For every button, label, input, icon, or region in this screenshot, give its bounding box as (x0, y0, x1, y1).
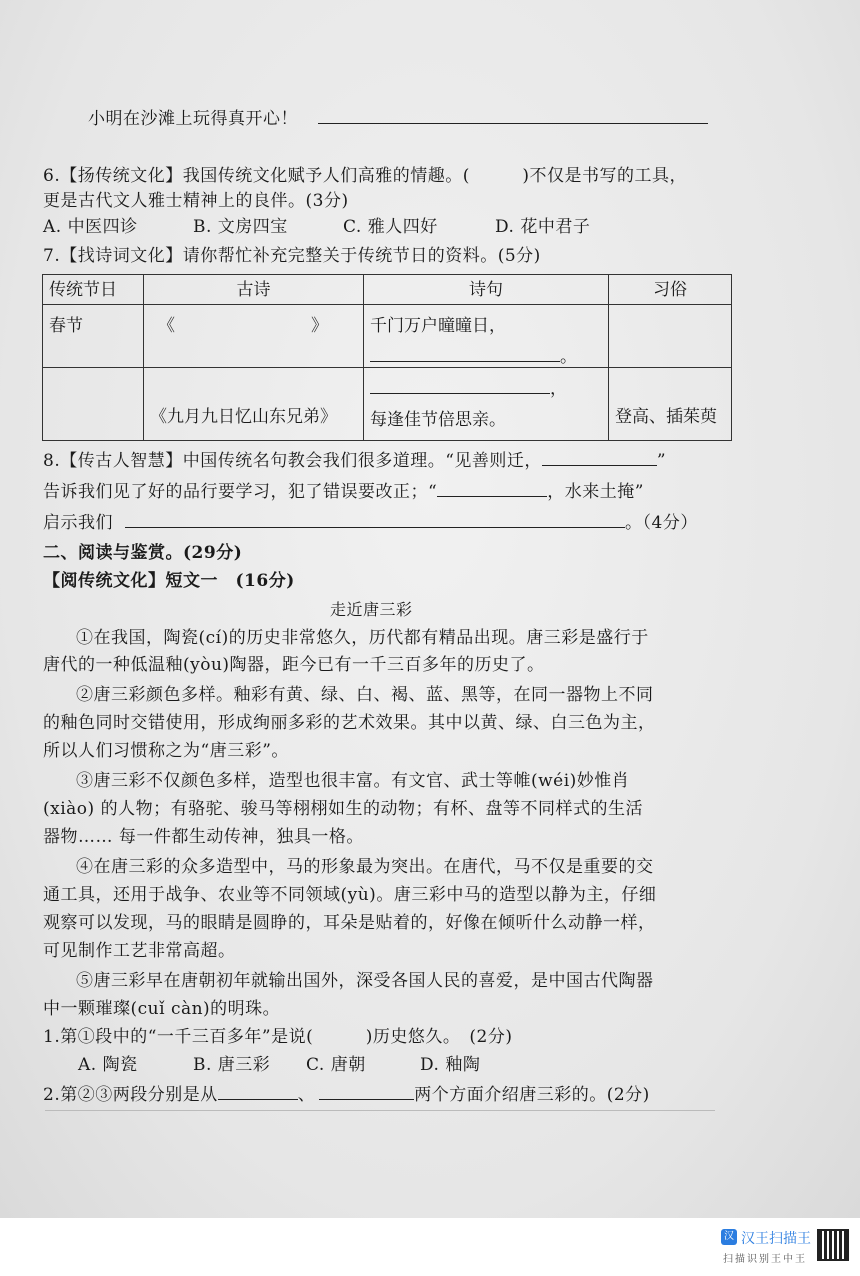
header-custom: 习俗 (609, 275, 732, 305)
reading-q2-stem: 2.第②③两段分别是从 、 两个方面介绍唐三彩的。(2分) (43, 1085, 650, 1105)
answer-blank (125, 511, 625, 528)
paragraph-line: 中一颗璀璨(cuǐ càn)的明珠。 (43, 999, 281, 1019)
paragraph-line: ③唐三彩不仅颜色多样，造型也很丰富。有文官、武士等帷(wéi)妙惟肖 (76, 771, 630, 791)
q6-option-c: C. 雅人四好 (343, 217, 438, 237)
scanner-slogan: 扫描识别王中王 (723, 1254, 807, 1265)
verse-punct: 。 (560, 347, 577, 367)
q8-line2: 告诉我们见了好的品行要学习，犯了错误要改正；“ ，水来土掩” (43, 482, 644, 502)
paragraph-line: 的釉色同时交错使用，形成绚丽多彩的艺术效果。其中以黄、绿、白三色为主， (43, 713, 656, 733)
cell-verse (364, 305, 609, 368)
reading-q1-stem: 1.第①段中的“一千三百多年”是说( )历史悠久。 (2分) (43, 1027, 513, 1047)
cell-festival-blank (43, 368, 144, 441)
paragraph-line: 唐代的一种低温釉(yòu)陶器，距今已有一千三百多年的历史了。 (43, 655, 545, 675)
header-festival: 传统节日 (43, 275, 144, 305)
table-row (43, 305, 732, 368)
section-heading: 二、阅读与鉴赏。(29分) (43, 543, 243, 563)
cell-custom (609, 305, 732, 368)
scanner-footer (0, 1218, 860, 1276)
verse-line: 千门万户曈曈日， (370, 316, 506, 336)
answer-blank (218, 1083, 298, 1100)
scanner-app-name: 汉王扫描王 (741, 1231, 811, 1247)
qr-code-icon (817, 1229, 849, 1261)
reading-q1-option-d: D. 釉陶 (420, 1055, 481, 1075)
header-poem: 古诗 (144, 275, 364, 305)
paragraph-line: ①在我国，陶瓷(cí)的历史非常悠久，历代都有精品出现。唐三彩是盛行于 (76, 628, 649, 648)
answer-blank (542, 449, 657, 466)
passage-heading: 【阅传统文化】短文一 (16分) (43, 571, 295, 591)
paragraph-line: 观察可以发现，马的眼睛是圆睁的，耳朵是贴着的，好像在倾听什么动静一样， (43, 913, 656, 933)
q6-option-d: D. 花中君子 (495, 217, 591, 237)
paragraph-line: ⑤唐三彩早在唐朝初年就输出国外，深受各国人民的喜爱，是中国古代陶器 (76, 971, 654, 991)
page-divider (45, 1110, 715, 1111)
article-title: 走近唐三彩 (330, 600, 413, 619)
verse-line: 每逢佳节倍思亲。 (370, 410, 506, 430)
table-header-row (43, 275, 732, 305)
paragraph-line: 可见制作工艺非常高超。 (43, 941, 236, 961)
table-row (43, 368, 732, 441)
paragraph-line: (xiào) 的人物；有骆驼、骏马等栩栩如生的动物；有杯、盘等不同样式的生活 (43, 799, 644, 819)
q6-option-a: A. 中医四诊 (43, 217, 138, 237)
answer-blank (437, 480, 547, 497)
reading-q1-option-b: B. 唐三彩 (193, 1055, 271, 1075)
q5-sentence: 小明在沙滩上玩得真开心！ (88, 104, 708, 129)
paragraph-line: 器物…… 每一件都生动传神，独具一格。 (43, 827, 364, 847)
reading-q1-option-c: C. 唐朝 (306, 1055, 366, 1075)
answer-blank (319, 1083, 414, 1100)
reading-q1-option-a: A. 陶瓷 (78, 1055, 138, 1075)
q6-stem-line2: 更是古代文人雅士精神上的良伴。(3分) (43, 191, 349, 211)
cell-custom: 登高、插茱萸 (609, 368, 732, 441)
paragraph-line: 所以人们习惯称之为“唐三彩”。 (43, 741, 289, 761)
cell-poem: 《九月九日忆山东兄弟》 (144, 368, 364, 441)
paragraph-line: ②唐三彩颜色多样。釉彩有黄、绿、白、褐、蓝、黑等，在同一器物上不同 (76, 685, 654, 705)
paragraph-line: 通工具，还用于战争、农业等不同领域(yù)。唐三彩中马的造型以静为主，仔细 (43, 885, 657, 905)
q8-line1: 8.【传古人智慧】中国传统名句教会我们很多道理。“见善则迁， ” (43, 451, 667, 471)
header-verse: 诗句 (364, 275, 609, 305)
festival-table (42, 274, 732, 441)
cell-verse (364, 368, 609, 441)
q7-stem: 7.【找诗词文化】请你帮忙补充完整关于传统节日的资料。(5分) (43, 246, 541, 266)
scanner-logo-icon: 汉 (721, 1229, 737, 1245)
q6-stem-line1: 6.【扬传统文化】我国传统文化赋予人们高雅的情趣。( )不仅是书写的工具， (43, 166, 687, 186)
cell-poem: 《 》 (144, 305, 364, 368)
answer-blank (370, 345, 560, 362)
q8-line3: 启示我们 。（4分） (43, 513, 698, 533)
verse-punct: ， (550, 379, 567, 399)
paragraph-line: ④在唐三彩的众多造型中，马的形象最为突出。在唐代，马不仅是重要的交 (76, 857, 654, 877)
answer-blank (370, 377, 550, 394)
q6-option-b: B. 文房四宝 (193, 217, 288, 237)
answer-blank (318, 107, 708, 124)
cell-festival: 春节 (43, 305, 144, 368)
